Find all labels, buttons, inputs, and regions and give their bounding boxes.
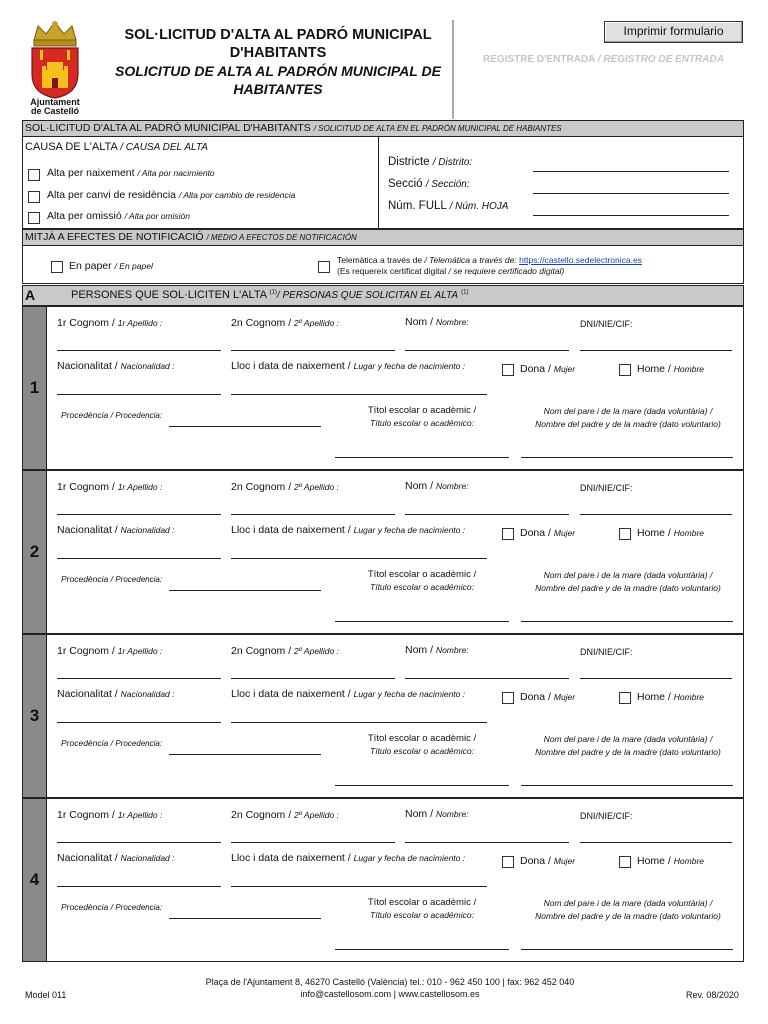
parents-val: Nom del pare i de la mare (dada voluntària) / [543, 734, 713, 744]
birth-field[interactable] [231, 394, 487, 395]
registry-es: / REGISTRO DE ENTRADA [597, 54, 724, 65]
paper-val: En paper [69, 260, 112, 272]
origin-label [61, 902, 162, 912]
surname1-field[interactable] [57, 842, 221, 843]
surname1-label [57, 481, 162, 493]
nationality-es: Nacionalidad : [120, 689, 175, 699]
name-label [405, 316, 469, 328]
academic-title-label [357, 733, 487, 758]
dni-label: DNI/NIE/CIF: [580, 811, 633, 821]
print-button-label: Imprimir formulario [623, 24, 724, 38]
female-es: Mujer [553, 856, 576, 866]
dni-field[interactable] [580, 350, 732, 351]
female-label [520, 527, 575, 539]
nationality-val: Nacionalitat / [57, 360, 118, 372]
surname2-label [231, 809, 339, 821]
origin-es: Procedencia: [115, 739, 163, 748]
nationality-val: Nacionalitat / [57, 524, 118, 536]
person-number-text: 2 [29, 542, 40, 561]
cause-label [25, 141, 208, 153]
surname1-es: 1r Apellido : [117, 810, 163, 820]
name-val: Nom / [405, 316, 434, 328]
male-es: Hombre [673, 856, 704, 866]
person-number [23, 307, 47, 469]
surname1-label [57, 317, 162, 329]
page-title-val: SOL·LICITUD D'ALTA AL PADRÓ MUNICIPAL D'HABITANTS [124, 27, 432, 61]
origin-val: Procedència / [61, 902, 113, 912]
birth-label [231, 360, 465, 372]
surname1-label [57, 809, 162, 821]
surname1-label [57, 645, 162, 657]
section-a-sup: (1) [269, 289, 277, 296]
origin-field[interactable] [169, 426, 321, 427]
section-a-sup2: (1) [461, 289, 469, 296]
dni-field[interactable] [580, 678, 732, 679]
academic-title-label [357, 405, 487, 430]
person-number-text: 4 [29, 870, 40, 889]
registry-val: REGISTRE D'ENTRADA [483, 54, 596, 65]
academic-title-field[interactable] [335, 785, 509, 786]
parents-label [517, 733, 739, 759]
section-field[interactable] [533, 193, 729, 194]
parents-val: Nom del pare i de la mare (dada voluntària) / [543, 570, 713, 580]
birth-field[interactable] [231, 558, 487, 559]
surname1-es: 1r Apellido : [117, 646, 163, 656]
female-es: Mujer [553, 692, 576, 702]
male-es: Hombre [673, 692, 704, 702]
academic-title-field[interactable] [335, 457, 509, 458]
cause-omission-val: Alta per omissió [47, 210, 122, 222]
person-number-text: 3 [29, 706, 40, 725]
name-label [405, 808, 469, 820]
name-val: Nom / [405, 644, 434, 656]
female-label [520, 691, 575, 703]
origin-field[interactable] [169, 754, 321, 755]
female-checkbox[interactable] [502, 692, 514, 704]
parents-es: Nombre del padre y de la madre (dato voluntario) [535, 419, 721, 429]
telematic-val: Telemàtica a través de [337, 255, 423, 265]
notification-box [22, 246, 744, 284]
academic-title-es: Título escolar o académico: [370, 910, 474, 920]
nationality-val: Nacionalitat / [57, 852, 118, 864]
paper-es: / En papel [114, 261, 153, 271]
surname1-es: 1r Apellido : [117, 318, 163, 328]
header-divider [452, 20, 454, 119]
parents-es: Nombre del padre y de la madre (dato voluntario) [535, 911, 721, 921]
birth-val: Lloc i data de naixement / [231, 360, 351, 372]
print-button[interactable] [604, 21, 743, 43]
nationality-val: Nacionalitat / [57, 688, 118, 700]
academic-title-val: Títol escolar o acadèmic / [367, 569, 477, 580]
nationality-field[interactable] [57, 886, 221, 887]
male-val: Home / [637, 527, 671, 539]
name-es: Nombre: [435, 481, 469, 491]
section-a-title-es: / PERSONAS QUE SOLICITAN EL ALTA [276, 290, 459, 301]
person-block-2 [22, 470, 744, 634]
page-title-es: SOLICITUD DE ALTA AL PADRÓN MUNICIPAL DE HABITANTES [115, 63, 441, 97]
footer-address [130, 976, 650, 1000]
female-val: Dona / [520, 691, 551, 703]
surname2-es: 2º Apellido : [294, 646, 339, 656]
footer-address-line: Plaça de l'Ajuntament 8, 46270 Castelló (València) tel.: 010 - 962 450 100 | fax: 962 452 040 [205, 977, 575, 987]
name-label [405, 480, 469, 492]
academic-title-label [357, 897, 487, 922]
dni-label: DNI/NIE/CIF: [580, 319, 633, 329]
academic-title-es: Título escolar o académico: [370, 582, 474, 592]
origin-label [61, 410, 162, 420]
academic-title-field[interactable] [335, 621, 509, 622]
surname1-val: 1r Cognom / [57, 809, 115, 821]
cause-residence-es: / Alta por cambio de residencia [178, 190, 296, 200]
birth-es: Lugar y fecha de nacimiento : [353, 689, 466, 699]
name-es: Nombre: [435, 317, 469, 327]
notification-title-val: MITJÀ A EFECTES DE NOTIFICACIÓ [25, 231, 204, 243]
surname1-field[interactable] [57, 514, 221, 515]
nationality-field[interactable] [57, 722, 221, 723]
surname2-es: 2º Apellido : [294, 482, 339, 492]
surname2-label [231, 317, 339, 329]
name-field[interactable] [405, 678, 569, 679]
female-es: Mujer [553, 528, 576, 538]
name-field[interactable] [405, 514, 569, 515]
origin-val: Procedència / [61, 738, 113, 748]
cause-divider [378, 137, 379, 228]
parents-field[interactable] [521, 457, 733, 458]
parents-label [517, 569, 739, 595]
person-number [23, 471, 47, 633]
origin-label [61, 574, 162, 584]
cause-birth-val: Alta per naixement [47, 167, 135, 179]
nationality-field[interactable] [57, 394, 221, 395]
male-val: Home / [637, 691, 671, 703]
nationality-field[interactable] [57, 558, 221, 559]
cause-residence-val: Alta per canvi de residència [47, 189, 176, 201]
sheet-es: / Núm. HOJA [449, 201, 509, 212]
male-label [637, 363, 704, 375]
cause-omission-checkbox[interactable] [28, 212, 40, 224]
academic-title-es: Título escolar o académico: [370, 418, 474, 428]
name-field[interactable] [405, 350, 569, 351]
cause-box [22, 137, 744, 229]
surname1-val: 1r Cognom / [57, 317, 115, 329]
sheet-val: Núm. FULL [388, 200, 447, 212]
surname1-val: 1r Cognom / [57, 645, 115, 657]
surname2-val: 2n Cognom / [231, 809, 292, 821]
origin-label [61, 738, 162, 748]
birth-es: Lugar y fecha de nacimiento : [353, 361, 466, 371]
sheet-label [388, 200, 508, 212]
cause-label-val: CAUSA DE L'ALTA [25, 141, 118, 153]
paper-label [69, 260, 153, 272]
birth-label [231, 852, 465, 864]
academic-title-field[interactable] [335, 949, 509, 950]
name-label [405, 644, 469, 656]
parents-field[interactable] [521, 785, 733, 786]
origin-val: Procedència / [61, 410, 113, 420]
logo-text-line1: Ajuntament [30, 97, 80, 107]
dni-label: DNI/NIE/CIF: [580, 483, 633, 493]
footer-model: Model 011 [25, 990, 67, 1000]
birth-val: Lloc i data de naixement / [231, 852, 351, 864]
male-val: Home / [637, 363, 671, 375]
section-a-title [71, 289, 468, 301]
logo-text-line2: de Castelló [30, 106, 79, 116]
birth-field[interactable] [231, 722, 487, 723]
male-checkbox[interactable] [619, 692, 631, 704]
telematic-label [337, 255, 642, 265]
paper-checkbox[interactable] [51, 261, 63, 273]
section-label [388, 178, 470, 190]
nationality-label [57, 688, 175, 700]
coat-of-arms-icon [20, 18, 90, 100]
page-title [112, 26, 444, 98]
cause-label-es: / CAUSA DEL ALTA [120, 142, 208, 153]
surname2-field[interactable] [231, 350, 395, 351]
name-val: Nom / [405, 808, 434, 820]
female-label [520, 363, 575, 375]
surname2-label [231, 645, 339, 657]
section-es: / Sección: [425, 179, 470, 190]
origin-es: Procedencia: [115, 411, 163, 420]
section-main-header [22, 120, 744, 137]
person-block-4 [22, 798, 744, 962]
cause-omission-es: / Alta por omisión [124, 211, 190, 221]
cause-birth-label [47, 167, 215, 179]
footer-contact-line: info@castellosom.com | www.castellosom.es [300, 989, 480, 999]
person-number [23, 635, 47, 797]
section-a-title-val: PERSONES QUE SOL·LICITEN L'ALTA [71, 289, 267, 301]
female-val: Dona / [520, 363, 551, 375]
parents-label [517, 897, 739, 923]
parents-val: Nom del pare i de la mare (dada voluntària) / [543, 898, 713, 908]
surname2-field[interactable] [231, 678, 395, 679]
origin-es: Procedencia: [115, 903, 163, 912]
nationality-es: Nacionalidad : [120, 361, 175, 371]
surname2-val: 2n Cognom / [231, 645, 292, 657]
academic-title-label [357, 569, 487, 594]
parents-es: Nombre del padre y de la madre (dato voluntario) [535, 583, 721, 593]
section-a-header [22, 285, 744, 306]
cert-es: / se requiere certificado digital) [448, 266, 565, 276]
name-es: Nombre: [435, 645, 469, 655]
nationality-label [57, 852, 175, 864]
sheet-field[interactable] [533, 215, 729, 216]
telematic-checkbox[interactable] [318, 261, 330, 273]
birth-val: Lloc i data de naixement / [231, 524, 351, 536]
cause-birth-es: / Alta por nacimiento [137, 168, 215, 178]
birth-es: Lugar y fecha de nacimiento : [353, 525, 466, 535]
female-checkbox[interactable] [502, 364, 514, 376]
male-checkbox[interactable] [619, 528, 631, 540]
surname2-val: 2n Cognom / [231, 481, 292, 493]
section-main-title-val: SOL·LICITUD D'ALTA AL PADRÓ MUNICIPAL D'HABITANTS [25, 122, 311, 134]
section-a-letter: A [25, 287, 36, 303]
origin-val: Procedència / [61, 574, 113, 584]
surname2-field[interactable] [231, 842, 395, 843]
male-label [637, 855, 704, 867]
birth-es: Lugar y fecha de nacimiento : [353, 853, 466, 863]
district-label [388, 156, 472, 168]
notification-title-es: / MEDIO A EFECTOS DE NOTIFICACIÓN [206, 233, 357, 242]
male-label [637, 527, 704, 539]
origin-es: Procedencia: [115, 575, 163, 584]
telematic-link[interactable]: https://castello.sedelectronica.es [519, 255, 642, 265]
parents-field[interactable] [521, 621, 733, 622]
birth-val: Lloc i data de naixement / [231, 688, 351, 700]
dni-label: DNI/NIE/CIF: [580, 647, 633, 657]
logo [20, 18, 90, 118]
academic-title-val: Títol escolar o acadèmic / [367, 733, 477, 744]
birth-label [231, 688, 465, 700]
surname2-es: 2º Apellido : [294, 810, 339, 820]
surname1-field[interactable] [57, 678, 221, 679]
origin-field[interactable] [169, 590, 321, 591]
person-number-text: 1 [29, 378, 40, 397]
male-es: Hombre [673, 364, 704, 374]
male-es: Hombre [673, 528, 704, 538]
footer-revision: Rev. 08/2020 [686, 990, 739, 1000]
name-val: Nom / [405, 480, 434, 492]
parents-field[interactable] [521, 949, 733, 950]
female-checkbox[interactable] [502, 528, 514, 540]
surname2-label [231, 481, 339, 493]
male-val: Home / [637, 855, 671, 867]
nationality-label [57, 524, 175, 536]
nationality-es: Nacionalidad : [120, 525, 175, 535]
female-val: Dona / [520, 855, 551, 867]
female-es: Mujer [553, 364, 576, 374]
surname1-field[interactable] [57, 350, 221, 351]
academic-title-val: Títol escolar o acadèmic / [367, 405, 477, 416]
district-es: / Distrito: [432, 157, 473, 168]
section-main-title-es: / SOLICITUD DE ALTA EN EL PADRÓN MUNICIPAL DE HABIANTES [313, 124, 562, 133]
district-field[interactable] [533, 171, 729, 172]
academic-title-es: Título escolar o académico: [370, 746, 474, 756]
cause-birth-checkbox[interactable] [28, 169, 40, 181]
surname1-val: 1r Cognom / [57, 481, 115, 493]
parents-es: Nombre del padre y de la madre (dato voluntario) [535, 747, 721, 757]
cause-omission-label [47, 210, 190, 222]
dni-field[interactable] [580, 514, 732, 515]
registry-label [483, 54, 724, 65]
telematic-es: / Telemática a través de: [424, 255, 517, 265]
origin-field[interactable] [169, 918, 321, 919]
parents-val: Nom del pare i de la mare (dada voluntària) / [543, 406, 713, 416]
male-checkbox[interactable] [619, 364, 631, 376]
parents-label [517, 405, 739, 431]
section-val: Secció [388, 178, 423, 190]
nationality-es: Nacionalidad : [120, 853, 175, 863]
female-checkbox[interactable] [502, 856, 514, 868]
female-val: Dona / [520, 527, 551, 539]
person-number [23, 799, 47, 961]
surname2-field[interactable] [231, 514, 395, 515]
birth-field[interactable] [231, 886, 487, 887]
notification-header [22, 229, 744, 246]
male-checkbox[interactable] [619, 856, 631, 868]
nationality-label [57, 360, 175, 372]
cause-residence-label [47, 189, 295, 201]
name-es: Nombre: [435, 809, 469, 819]
birth-label [231, 524, 465, 536]
surname2-val: 2n Cognom / [231, 317, 292, 329]
academic-title-val: Títol escolar o acadèmic / [367, 897, 477, 908]
district-val: Districte [388, 156, 430, 168]
cause-residence-checkbox[interactable] [28, 191, 40, 203]
male-label [637, 691, 704, 703]
surname1-es: 1r Apellido : [117, 482, 163, 492]
name-field[interactable] [405, 842, 569, 843]
certificate-note [337, 266, 564, 276]
female-label [520, 855, 575, 867]
surname2-es: 2º Apellido : [294, 318, 339, 328]
dni-field[interactable] [580, 842, 732, 843]
cert-val: (Es requereix certificat digital [337, 266, 447, 276]
person-block-1 [22, 306, 744, 470]
person-block-3 [22, 634, 744, 798]
